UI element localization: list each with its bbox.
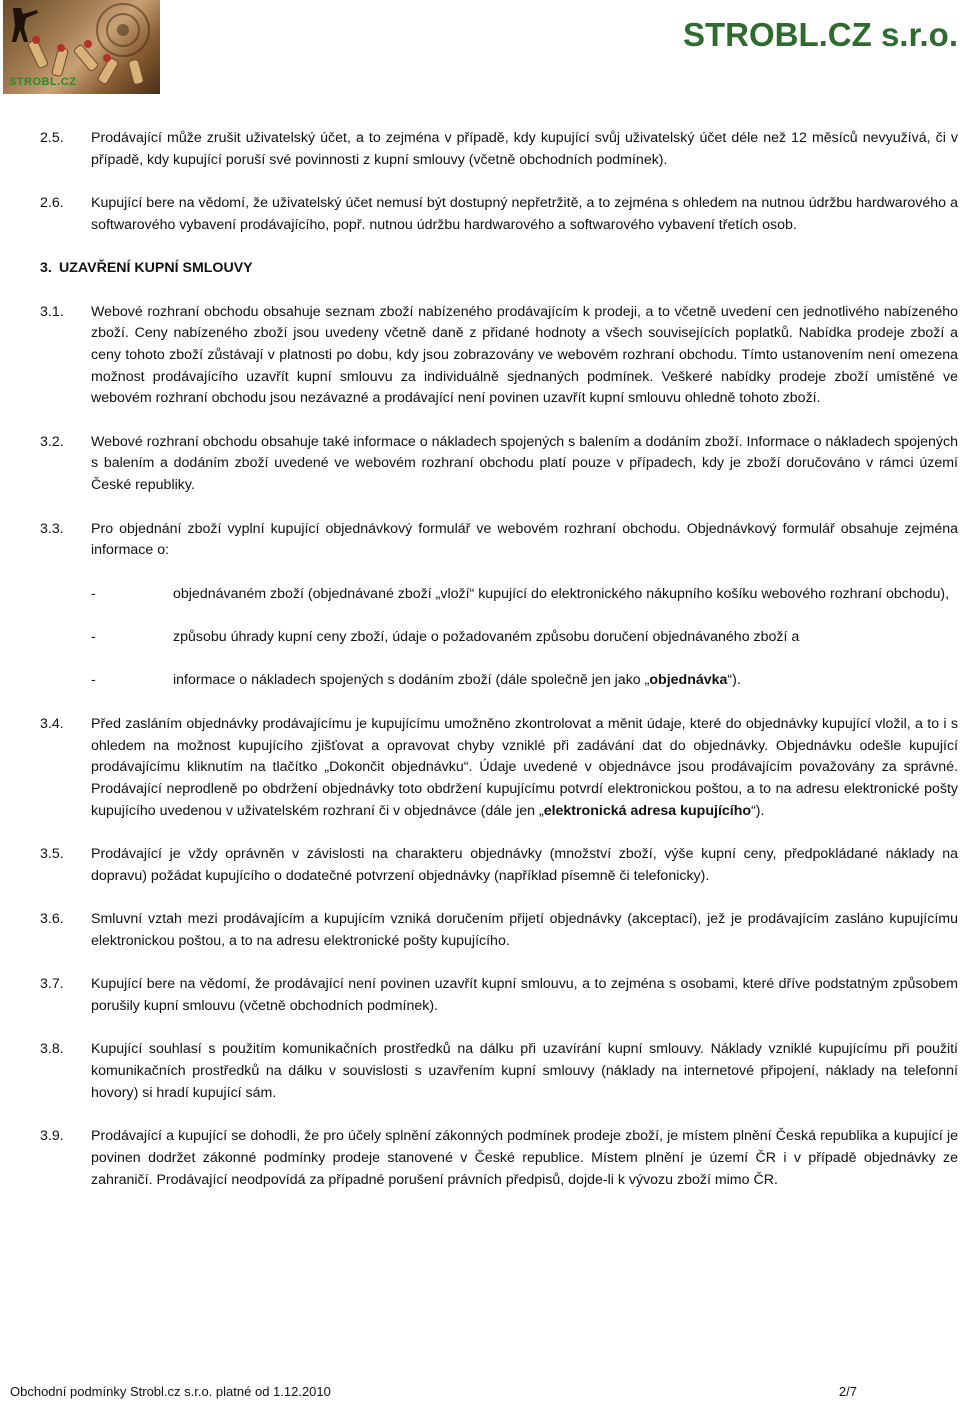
text-post: “). (751, 802, 765, 819)
clause-3-3 (40, 519, 958, 562)
clause-3-9 (40, 1126, 958, 1191)
logo-text: STROBL.CZ (9, 76, 77, 88)
list-item-text (173, 670, 958, 692)
clause-3-4 (40, 714, 958, 823)
list-item (91, 627, 958, 649)
clause-text: Webové rozhraní obchodu obsahuje seznam zboží nabízeného prodávajícím k prodeji, a to včetně uvedení cen jednotlivého nabízeného zboží. Ceny nabízeného zboží jsou uvedeny včetně daně z přidané hodnoty a všech souvisejících poplatků. Nabídka prodeje zboží a ceny tohoto zboží zůstávají v platnosti po dobu, kdy jsou zobrazovány ve webovém rozhraní obchodu. Tímto ustanovením není omezena možnost prodávajícího uzavřít kupní smlouvu za individuálně sjednaných podmínek. Veškeré nabídky prodeje zboží umístěné ve webovém rozhraní obchodu jsou nezávazné a prodávající není povinen uzavřít kupní smlouvu ohledně tohoto zboží. (91, 303, 958, 407)
term-objednavka: objednávka (649, 672, 728, 689)
text-post: “). (727, 672, 741, 689)
term-email: elektronická adresa kupujícího (543, 802, 752, 819)
clause-text: Kupující bere na vědomí, že uživatelský účet nemusí být dostupný nepřetržitě, a to zejména s ohledem na nutnou údržbu hardwarového a softwarového vybavení prodávajícího, popř. nutnou údržbu hardwarového a softwarového vybavení třetích osob. (91, 195, 958, 233)
clause-text: Webové rozhraní obchodu obsahuje také informace o nákladech spojených s balením a dodáním zboží. Informace o nákladech spojených s balením a dodáním zboží uvedené ve webovém rozhraní obchodu platí pouze v případech, kdy je zboží doručováno v rámci území České republiky. (91, 433, 958, 494)
clause-number: 3.4. (40, 715, 64, 732)
clause-number: 2.5. (40, 130, 64, 146)
text-pre: informace o nákladech spojených s dodáním zboží (dále společně jen jako „ (173, 672, 650, 689)
clause-text: Smluvní vztah mezi prodávajícím a kupujícím vzniká doručením přijetí objednávky (akceptací), jež je prodávajícím zasláno kupujícímu elektronickou poštou, a to na adresu elektronické pošty kupujícího. (91, 911, 958, 949)
clause-2-5 (40, 128, 958, 171)
clause-number: 3.9. (40, 1128, 64, 1145)
clause-number: 3.8. (40, 1041, 64, 1058)
clause-3-2 (40, 432, 958, 497)
clause-number: 2.6. (40, 195, 64, 212)
clause-3-1 (40, 302, 958, 411)
document-body (40, 128, 958, 1213)
heading-number: 3. (40, 260, 52, 277)
clause-2-6 (40, 193, 958, 236)
clause-number: 3.3. (40, 520, 64, 537)
list-item-text: způsobu úhrady kupní ceny zboží, údaje o požadovaném způsobu doručení objednávaného zboží a (173, 629, 800, 646)
list-item (91, 584, 958, 606)
list-item-text: objednávaném zboží (objednávané zboží „vloží“ kupující do elektronického nákupního košíku webového rozhraní obchodu), (173, 585, 950, 602)
page-number: 2/7 (838, 1384, 857, 1399)
clause-number: 3.1. (40, 303, 64, 320)
heading-text: UZAVŘENÍ KUPNÍ SMLOUVY (59, 260, 253, 277)
brand-title: STROBL.CZ s.r.o. (682, 16, 958, 53)
bullet-dash: - (91, 672, 96, 689)
bullet-dash: - (91, 629, 96, 646)
footer-title: Obchodní podmínky Strobl.cz s.r.o. platné od 1.12.2010 (10, 1384, 331, 1399)
clause-text: Pro objednání zboží vyplní kupující objednávkový formulář ve webovém rozhraní obchodu. Objednávkový formulář obsahuje zejména informace o: (91, 520, 958, 559)
header-photo (3, 0, 160, 94)
clause-3-8 (40, 1039, 958, 1104)
clause-3-5 (40, 844, 958, 887)
section-heading-3 (40, 258, 958, 280)
clause-number: 3.6. (40, 911, 64, 928)
bullet-dash: - (91, 585, 96, 602)
clause-number: 3.7. (40, 976, 64, 993)
page-footer (10, 1384, 857, 1399)
clause-text (91, 714, 958, 823)
clause-3-7 (40, 974, 958, 1017)
clause-text: Prodávající je vždy oprávněn v závislosti na charakteru objednávky (množství zboží, výše kupní ceny, předpokládané náklady na dopravu) požádat kupujícího o dodatečné potvrzení objednávky (například písemně či telefonicky). (91, 846, 958, 884)
clause-text: Prodávající a kupující se dohodli, že pro účely splnění zákonných podmínek prodeje zboží, je místem plnění Česká republika a kupující je povinen dodržet zákonné podmínky prodeje stanovené v České republice. Místem plnění je území ČR i v případě objednávky ze zahraničí. Prodávající neodpovídá za případné porušení právních předpisů, dojde-li k vývozu zboží mimo ČR. (91, 1128, 958, 1188)
list-item (91, 670, 958, 692)
clause-text: Prodávající může zrušit uživatelský účet, a to zejména v případě, kdy kupující svůj uživatelský účet déle než 12 měsíců nevyužívá, či v případě, kdy kupující poruší své povinnosti z kupní smlouvy (včetně obchodních podmínek). (91, 130, 958, 168)
clause-3-6 (40, 909, 958, 952)
clause-number: 3.5. (40, 846, 64, 863)
text-pre: Před zasláním objednávky prodávajícímu je kupujícímu umožněno zkontrolovat a měnit údaje, které do objednávky kupující vložil, a to i s ohledem na možnost kupujícího zjišťovat a opravovat chyby vzniklé při zadávání dat do objednávky. Objednávku odešle kupující prodávajícímu kliknutím na tlačítko „Dokončit objednávku“. Údaje uvedené v objednávce jsou prodávajícím považovány za správné. Prodávající neprodleně po obdržení objednávky toto obdržení kupujícímu potvrdí elektronickou poštou, a to na adresu elektronické pošty kupujícího uvedenou v uživatelském rozhraní či v objednávce (dále jen „ (91, 715, 958, 819)
clause-text: Kupující souhlasí s použitím komunikačních prostředků na dálku při uzavírání kupní smlouvy. Náklady vzniklé kupujícímu při použití komunikačních prostředků na dálku v souvislosti s uzavřením kupní smlouvy (náklady na internetové připojení, náklady na telefonní hovory) si hradí kupující sám. (91, 1041, 958, 1101)
clause-number: 3.2. (40, 433, 64, 450)
clause-text: Kupující bere na vědomí, že prodávající není povinen uzavřít kupní smlouvu, a to zejména s osobami, které dříve podstatným způsobem porušily kupní smlouvu (včetně obchodních podmínek). (91, 976, 958, 1014)
